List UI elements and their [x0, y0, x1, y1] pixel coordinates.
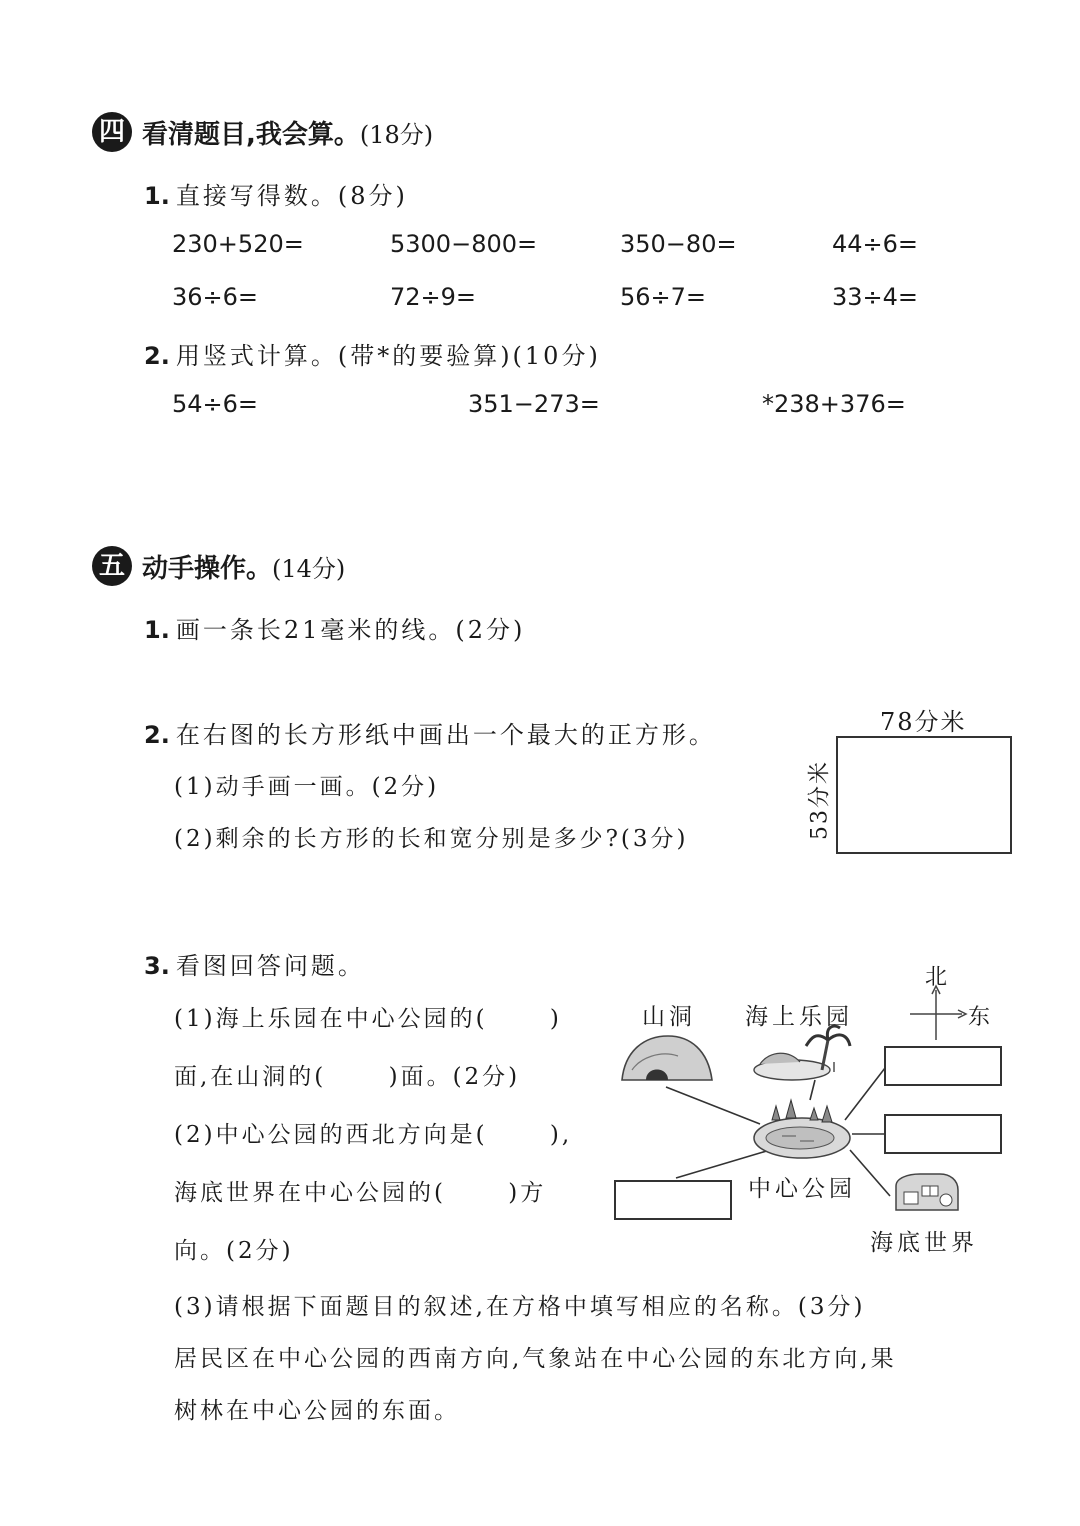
expression: *238+376=	[762, 390, 906, 418]
section-5-badge: 五	[92, 546, 132, 586]
question-number: 2.	[144, 342, 170, 370]
question-number: 3.	[144, 952, 170, 980]
rect-width-label: 53分米	[807, 760, 833, 840]
cave-icon	[622, 1036, 712, 1080]
expression: 72÷9=	[390, 283, 477, 311]
section-4-title-text: 看清题目,我会算。	[142, 120, 360, 150]
question-text: 看图回答问题。	[175, 952, 365, 980]
question-text: 在右图的长方形纸中画出一个最大的正方形。	[175, 721, 716, 749]
expression: 350−80=	[620, 230, 737, 258]
expression: 230+520=	[172, 230, 304, 258]
compass-north-label: 北	[925, 965, 952, 990]
section-4-badge: 四	[92, 112, 132, 152]
question-text: 用竖式计算。(带*的要验算)(10分)	[175, 342, 601, 370]
compass-east-label: 东	[968, 1005, 995, 1030]
question-text: 直接写得数。(8分)	[175, 182, 408, 210]
question-5-3-line: (1)海上乐园在中心公园的( )	[174, 1006, 562, 1032]
underwater-world-icon	[896, 1174, 958, 1210]
center-park-label: 中心公园	[748, 1176, 856, 1202]
expression: 351−273=	[468, 390, 600, 418]
question-5-3-line: (2)中心公园的西北方向是( ),	[174, 1122, 573, 1148]
question-text: 画一条长21毫米的线。(2分)	[175, 616, 526, 644]
answer-box-southwest[interactable]	[614, 1180, 732, 1220]
question-number: 1.	[144, 182, 170, 210]
question-5-3-line: 居民区在中心公园的西南方向,气象站在中心公园的东北方向,果	[174, 1346, 897, 1372]
question-5-3-line: 向。(2分)	[174, 1238, 294, 1264]
section-4-score: (18分)	[359, 121, 434, 149]
answer-box-northeast[interactable]	[884, 1046, 1002, 1086]
sea-park-label: 海上乐园	[745, 1004, 853, 1030]
expression: 44÷6=	[832, 230, 919, 258]
expression: 54÷6=	[172, 390, 259, 418]
question-5-3-line: 树林在中心公园的东面。	[174, 1398, 460, 1424]
question-5-3-line: 海底世界在中心公园的( )方	[174, 1180, 547, 1206]
expression: 33÷4=	[832, 283, 919, 311]
sea-park-icon	[754, 1026, 850, 1080]
center-park-icon	[754, 1100, 850, 1158]
cave-label: 山洞	[642, 1004, 696, 1030]
question-number: 1.	[144, 616, 170, 644]
question-5-2-sub2: (2)剩余的长方形的长和宽分别是多少?(3分)	[174, 826, 689, 852]
answer-box-east[interactable]	[884, 1114, 1002, 1154]
section-5-title-text: 动手操作。	[142, 554, 273, 584]
underwater-world-label: 海底世界	[870, 1230, 978, 1256]
expression: 56÷7=	[620, 283, 707, 311]
question-5-3-line: (3)请根据下面题目的叙述,在方格中填写相应的名称。(3分)	[174, 1294, 866, 1320]
question-5-3-line: 面,在山洞的( )面。(2分)	[174, 1064, 521, 1090]
rect-length-label: 78分米	[880, 708, 967, 736]
question-5-2-sub1: (1)动手画一画。(2分)	[174, 774, 440, 800]
expression: 5300−800=	[390, 230, 538, 258]
expression: 36÷6=	[172, 283, 259, 311]
section-5-score: (14分)	[272, 555, 346, 583]
compass-icon	[910, 986, 966, 1040]
question-number: 2.	[144, 721, 170, 749]
